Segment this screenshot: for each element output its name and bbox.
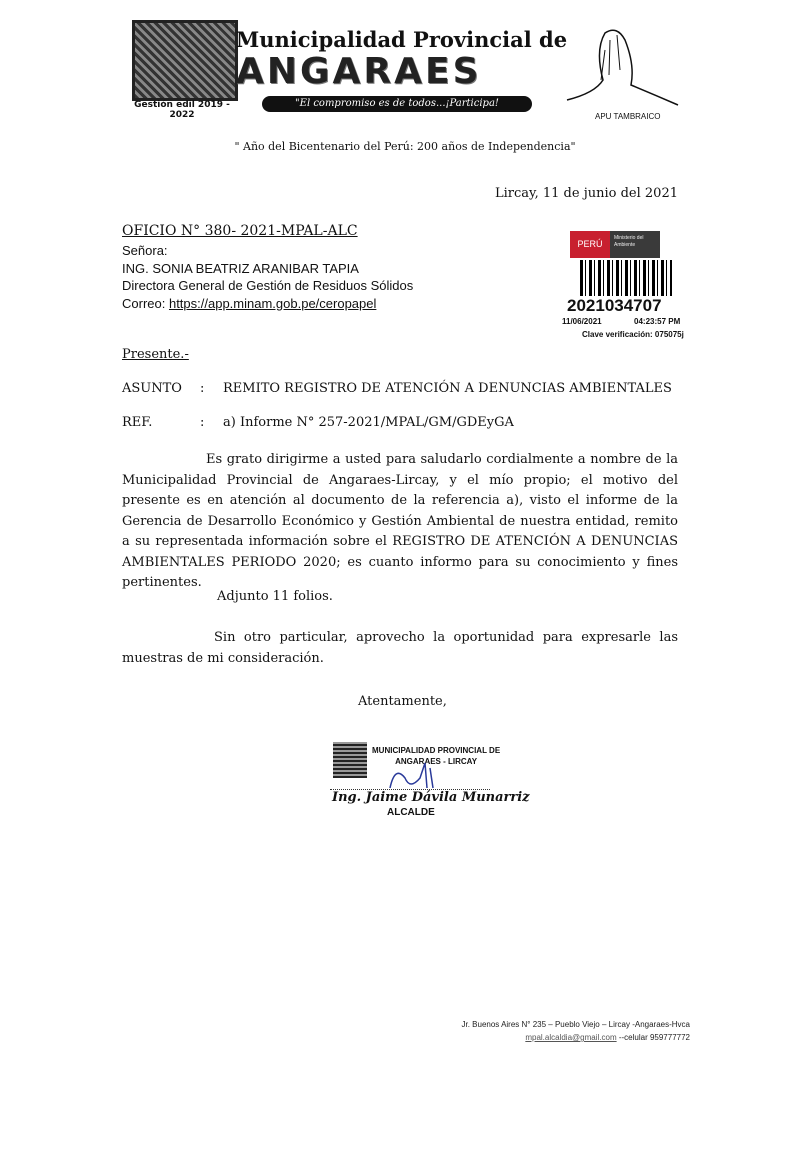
footer-email[interactable]: mpal.alcaldia@gmail.com: [525, 1033, 617, 1042]
peru-label: PERÚ: [570, 231, 610, 258]
apu-tambraico-logo: [565, 25, 680, 110]
salutation: Señora:: [122, 243, 168, 258]
municipal-crest-logo: [132, 20, 238, 101]
seal-line-2: ANGARAES - LIRCAY: [395, 757, 478, 766]
year-motto: " Año del Bicentenario del Perú: 200 años de Independencia": [234, 140, 576, 153]
place-date: Lircay, 11 de junio del 2021: [494, 186, 678, 201]
body-paragraph-2: Adjunto 11 folios.: [217, 589, 333, 604]
recipient-title: Directora General de Gestión de Residuos Sólidos: [122, 278, 414, 293]
email-link[interactable]: https://app.minam.gob.pe/ceropapel: [168, 295, 377, 311]
handwritten-signature: [385, 760, 445, 790]
signatory-role: ALCALDE: [387, 807, 435, 818]
asunto-sep: :: [200, 381, 205, 396]
asunto-text: REMITO REGISTRO DE ATENCIÓN A DENUNCIAS AMBIENTALES: [223, 381, 672, 396]
footer-address: Jr. Buenos Aires N° 235 – Pueblo Viejo – Lircay -Angaraes-Hvca: [461, 1020, 690, 1029]
seal-line-1: MUNICIPALIDAD PROVINCIAL DE: [372, 746, 501, 755]
stamp-date: 11/06/2021: [562, 317, 602, 326]
verification-key: Clave verificación: 075075j: [582, 330, 684, 339]
barcode: [580, 260, 672, 296]
registry-code: 2021034707: [567, 296, 662, 315]
letterhead-title: Municipalidad Provincial de: [236, 27, 568, 52]
body-paragraph-1: Es grato dirigirme a usted para saludarlo cordialmente a nombre de la Municipalidad Provincial de Angaraes-Lircay, y el mío propio; el motivo del presente es en atención al documento de la referencia a), visto el informe de la Gerencia de Desarrollo Económico y Gestión Ambiental de nuestra entidad, remito a su representada información sobre el REGISTRO DE ATENCIÓN A DENUNCIAS AMBIENTALES PERIODO 2020; es cuanto informo para su conocimiento y fines pertinentes.: [122, 452, 678, 590]
body-paragraph-3: Sin otro particular, aprovecho la oportunidad para expresarle las muestras de mi consideración.: [122, 630, 678, 666]
recipient-name: ING. SONIA BEATRIZ ARANIBAR TAPIA: [122, 260, 359, 276]
reference-number: OFICIO N° 380- 2021-MPAL-ALC: [122, 223, 358, 239]
ministry-stamp: [570, 231, 660, 258]
stamp-time: 04:23:57 PM: [634, 317, 681, 326]
letterhead-name: ANGARAES: [236, 51, 482, 92]
letterhead-slogan: "El compromiso es de todos...¡Participa!: [262, 96, 532, 112]
ref-label: REF.: [122, 415, 153, 430]
ref-text: a) Informe N° 257-2021/MPAL/GM/GDEyGA: [223, 415, 514, 430]
signatory-name: Ing. Jaime Dávila Munarriz: [332, 790, 530, 805]
email-label: Correo:: [122, 295, 169, 311]
closing: Atentamente,: [358, 694, 447, 709]
apu-caption: APU TAMBRAICO: [595, 112, 661, 121]
footer-phone: --celular 959777772: [616, 1033, 690, 1042]
ministry-label: Ministerio del Ambiente: [614, 235, 644, 248]
asunto-label: ASUNTO: [122, 381, 182, 396]
crest-caption: Gestión edil 2019 - 2022: [134, 100, 230, 120]
ref-sep: :: [200, 415, 205, 430]
presente: Presente.-: [122, 347, 189, 362]
signature-seal-crest: [333, 742, 367, 778]
